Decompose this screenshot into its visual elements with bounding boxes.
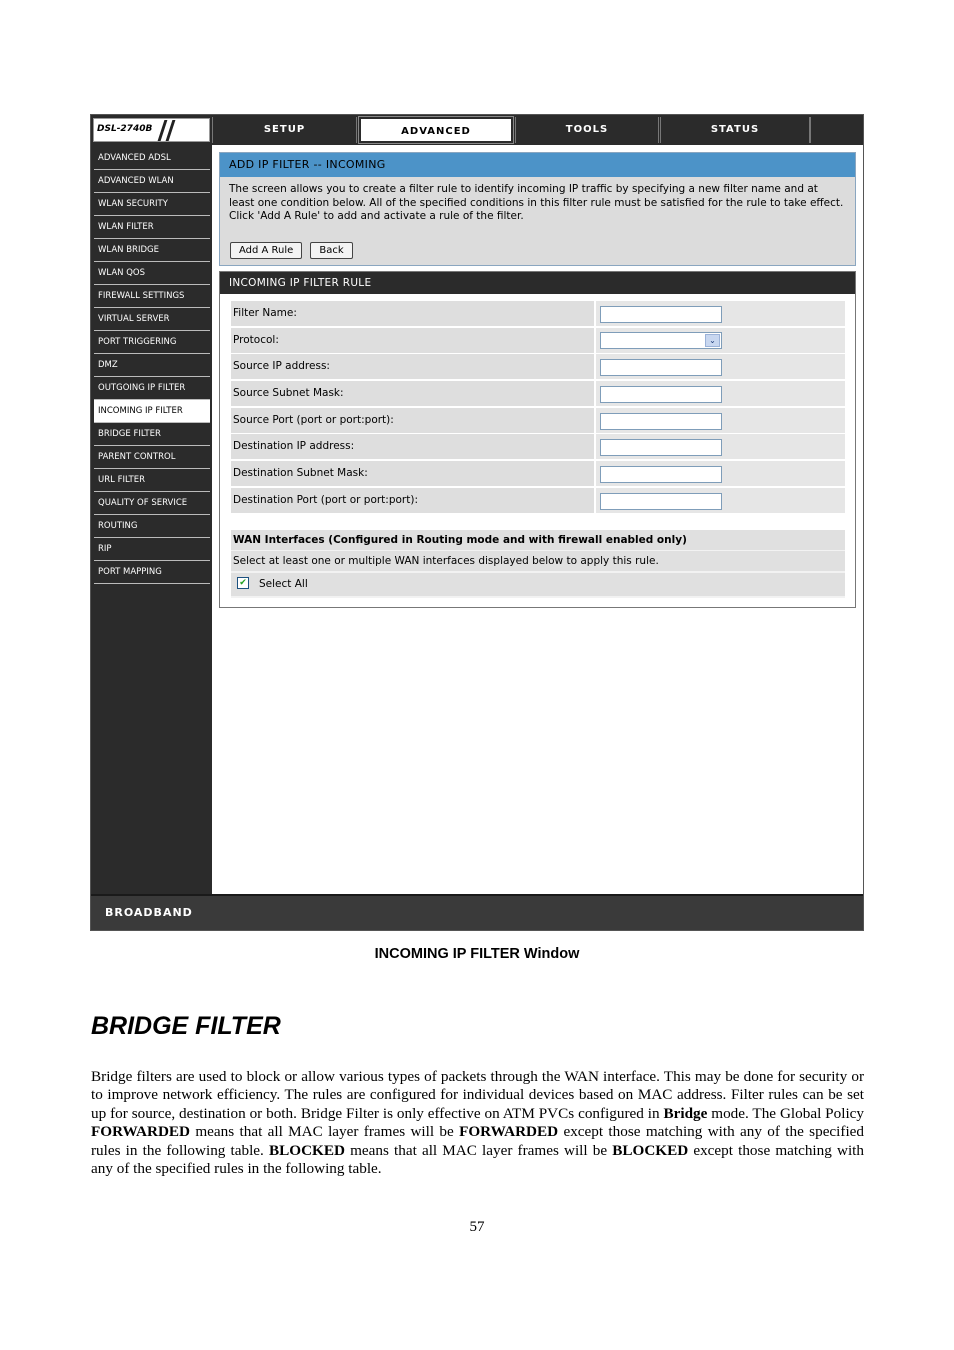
body-text-run: means that all MAC layer frames will be xyxy=(344,1141,613,1159)
sidebar-item-quality-of-service[interactable]: QUALITY OF SERVICE xyxy=(94,492,210,515)
add-ip-filter-title: ADD IP FILTER -- INCOMING xyxy=(220,153,855,177)
body-paragraph xyxy=(91,1068,864,1178)
footer-brand: BROADBAND xyxy=(105,906,193,919)
body-text-run: means that all MAC layer frames will be xyxy=(190,1123,460,1141)
form-row-destination-port xyxy=(231,488,845,513)
sidebar-item-dmz[interactable]: DMZ xyxy=(94,354,210,377)
select-all-checkbox[interactable] xyxy=(237,577,249,589)
tab-advanced[interactable]: ADVANCED xyxy=(359,117,513,143)
form-cell xyxy=(594,328,845,353)
source-ip-label: Source IP address: xyxy=(233,360,330,372)
check-icon: ✔ xyxy=(239,578,247,588)
section-title: BRIDGE FILTER xyxy=(91,1012,281,1040)
wan-interfaces-description: Select at least one or multiple WAN interfaces displayed below to apply this rule. xyxy=(231,551,845,571)
body-bold-run: FORWARDED xyxy=(91,1123,191,1141)
form-row-filter-name xyxy=(231,301,845,326)
tab-tools[interactable]: TOOLS xyxy=(515,117,659,143)
sidebar-item-port-triggering[interactable]: PORT TRIGGERING xyxy=(94,331,210,354)
form-row-source-subnet xyxy=(231,381,845,406)
body-text-run: mode. The Global Policy xyxy=(707,1104,864,1122)
button-row xyxy=(230,238,356,259)
form-cell xyxy=(594,461,845,486)
source-port-input[interactable] xyxy=(600,413,722,430)
form-cell xyxy=(594,408,845,433)
protocol-label: Protocol: xyxy=(233,334,279,346)
footer-bar xyxy=(91,894,863,930)
form-cell xyxy=(594,488,845,513)
sidebar-item-outgoing-ip-filter[interactable]: OUTGOING IP FILTER xyxy=(94,377,210,400)
sidebar-item-wlan-filter[interactable]: WLAN FILTER xyxy=(94,216,210,239)
sidebar-item-routing[interactable]: ROUTING xyxy=(94,515,210,538)
body-bold-run: BLOCKED xyxy=(269,1141,345,1159)
destination-ip-input[interactable] xyxy=(600,439,722,456)
form-cell xyxy=(594,301,845,326)
sidebar-item-wlan-qos[interactable]: WLAN QOS xyxy=(94,262,210,285)
destination-port-label: Destination Port (port or port:port): xyxy=(233,494,418,506)
body-text-run: Bridge filters are used to block or allow various types of packets through the WAN interface. This may be done for security or to improve network efficiency. The rules are configured for individual devices based on MAC address. Filter rules can be set up for source, destination or both. Bridge Filter is only effective on ATM PVCs configured in xyxy=(91,1068,864,1122)
filter-name-label: Filter Name: xyxy=(233,307,297,319)
page-number: 57 xyxy=(469,1219,485,1235)
add-ip-filter-panel xyxy=(219,152,856,266)
sidebar-item-virtual-server[interactable]: VIRTUAL SERVER xyxy=(94,308,210,331)
rule-panel-title: INCOMING IP FILTER RULE xyxy=(220,272,855,294)
form-row-protocol xyxy=(231,328,845,353)
sidebar-item-bridge-filter[interactable]: BRIDGE FILTER xyxy=(94,423,210,446)
top-navigation-bar xyxy=(91,115,863,145)
destination-subnet-label: Destination Subnet Mask: xyxy=(233,467,368,479)
add-a-rule-button[interactable]: Add A Rule xyxy=(230,242,302,259)
form-row-source-port xyxy=(231,408,845,433)
tab-status[interactable]: STATUS xyxy=(660,117,810,143)
chevron-down-icon[interactable]: ⌄ xyxy=(705,334,720,347)
body-bold-run: FORWARDED xyxy=(459,1123,559,1141)
incoming-ip-filter-rule-panel xyxy=(219,271,856,608)
sidebar-item-rip[interactable]: RIP xyxy=(94,538,210,561)
form-cell xyxy=(594,354,845,379)
form-cell xyxy=(594,381,845,406)
tab-spacer xyxy=(810,117,862,143)
protocol-select[interactable] xyxy=(600,332,722,349)
sidebar-item-advanced-adsl[interactable]: ADVANCED ADSL xyxy=(94,147,210,170)
select-all-row xyxy=(231,573,845,596)
source-subnet-input[interactable] xyxy=(600,386,722,403)
form-row-source-ip xyxy=(231,354,845,379)
sidebar-item-wlan-security[interactable]: WLAN SECURITY xyxy=(94,193,210,216)
device-logo xyxy=(93,118,210,142)
wan-interfaces-title: WAN Interfaces (Configured in Routing mode and with firewall enabled only) xyxy=(231,530,845,550)
source-ip-input[interactable] xyxy=(600,359,722,376)
figure-caption: INCOMING IP FILTER Window xyxy=(374,946,580,962)
logo-slash-icon xyxy=(166,120,176,141)
destination-subnet-input[interactable] xyxy=(600,466,722,483)
back-button[interactable]: Back xyxy=(310,242,352,259)
sidebar-item-port-mapping[interactable]: PORT MAPPING xyxy=(94,561,210,584)
source-port-label: Source Port (port or port:port): xyxy=(233,414,394,426)
sidebar-item-url-filter[interactable]: URL FILTER xyxy=(94,469,210,492)
router-ui-screenshot xyxy=(90,114,864,931)
destination-port-input[interactable] xyxy=(600,493,722,510)
form-row-destination-subnet xyxy=(231,461,845,486)
source-subnet-label: Source Subnet Mask: xyxy=(233,387,344,399)
body-bold-run: Bridge xyxy=(663,1104,708,1122)
destination-ip-label: Destination IP address: xyxy=(233,440,355,452)
body-text-run: except those matching with any of the specified rules in the following table. xyxy=(91,1141,864,1178)
filter-name-input[interactable] xyxy=(600,306,722,323)
sidebar-item-advanced-wlan[interactable]: ADVANCED WLAN xyxy=(94,170,210,193)
sidebar-item-incoming-ip-filter[interactable]: INCOMING IP FILTER xyxy=(94,400,210,423)
form-cell xyxy=(594,434,845,459)
tab-setup[interactable]: SETUP xyxy=(212,117,357,143)
sidebar-item-parent-control[interactable]: PARENT CONTROL xyxy=(94,446,210,469)
sidebar-item-firewall-settings[interactable]: FIREWALL SETTINGS xyxy=(94,285,210,308)
select-all-label: Select All xyxy=(259,578,308,590)
sidebar-item-wlan-bridge[interactable]: WLAN BRIDGE xyxy=(94,239,210,262)
body-text-run: except those matching with any of the specified rules in the following table. xyxy=(91,1123,865,1159)
form-row-destination-ip xyxy=(231,434,845,459)
wan-interfaces-section xyxy=(231,530,845,598)
add-ip-filter-description: The screen allows you to create a filter rule to identify incoming IP traffic by specifying a new filter name and at least one condition below. All of the specified conditions in this filter rule must be satisfied for the rule to take effect. Click 'Add A Rule' to add and activate a rule of the filter. xyxy=(229,183,844,222)
body-bold-run: BLOCKED xyxy=(612,1141,689,1159)
sidebar xyxy=(91,145,212,894)
device-model: DSL-2740B xyxy=(97,124,153,134)
